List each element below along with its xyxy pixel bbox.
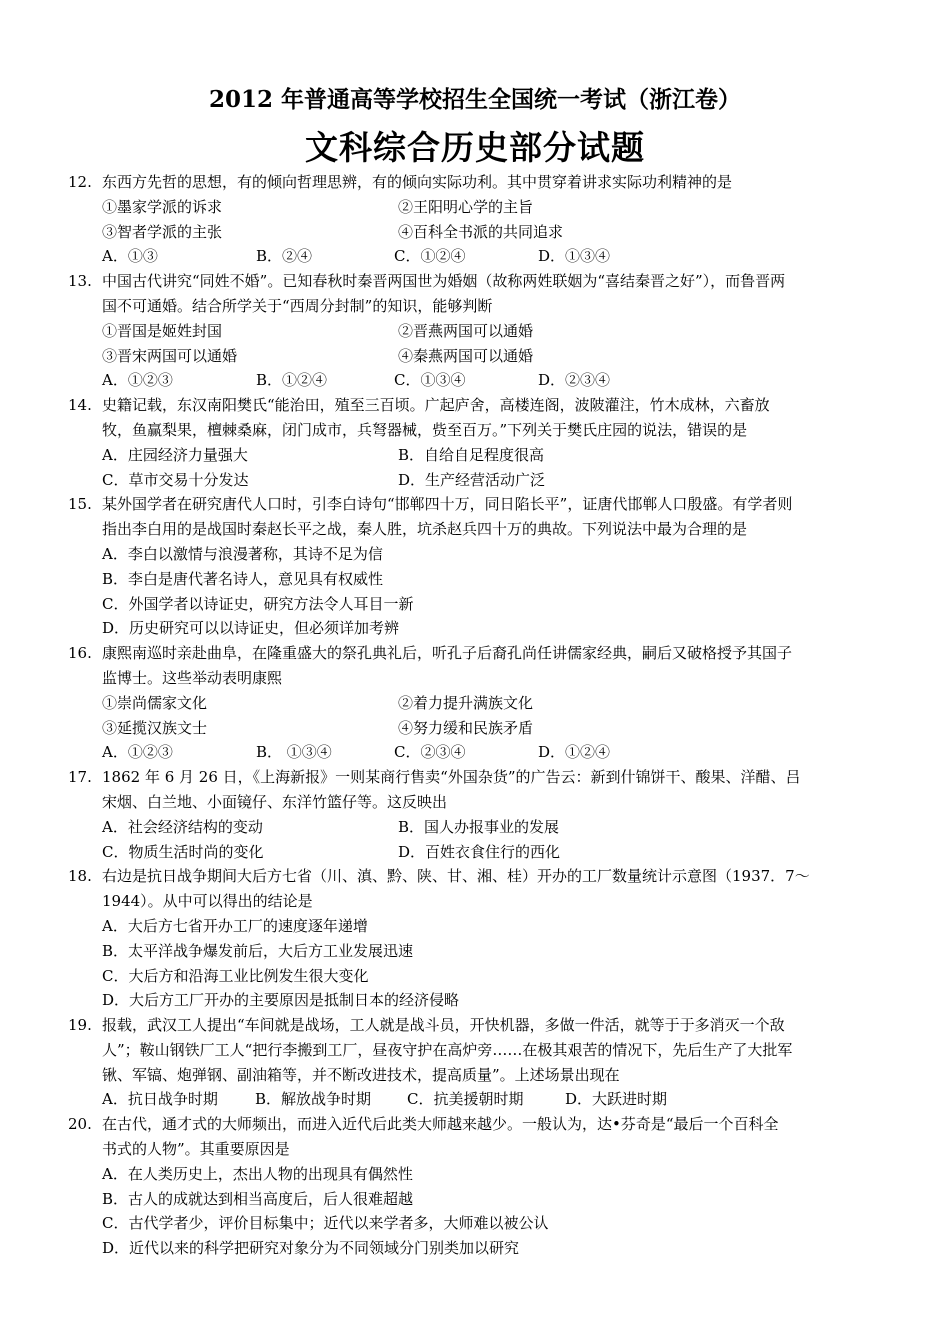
question-stem: 1862 年 6 月 26 日，《上海新报》一则某商行售卖“外国杂货”的广告云：新到什锦饼干、酸果、洋醋、吕	[102, 768, 801, 787]
answer-option: A．①③	[102, 247, 158, 266]
answer-option: B．自给自足程度很高	[398, 445, 545, 464]
statement-item: ③延揽汉族文士	[102, 718, 208, 737]
answer-option: D．历史研究可以以诗证史，但必须详加考辨	[102, 619, 400, 638]
question-15	[68, 492, 898, 641]
question-stem: 东西方先哲的思想，有的倾向哲理思辨，有的倾向实际功利。其中贯穿着讲求实际功利精神的是	[102, 173, 733, 191]
question-stem: 某外国学者在研究唐代人口时，引李白诗句“邯郸四十万，同日陷长平”，证唐代邯郸人口殷盛。有学者则	[102, 495, 793, 514]
question-20	[68, 1112, 898, 1261]
question-stem: 康熙南巡时亲赴曲阜，在隆重盛大的祭孔典礼后，听孔子后裔孔尚任讲儒家经典，嗣后又破格授予其国子	[102, 644, 793, 663]
question-stem: 在古代，通才式的大师频出，而进入近代后此类大师越来越少。一般认为，达•芬奇是“最后一个百科全	[102, 1115, 779, 1134]
statement-item: ④努力缓和民族矛盾	[398, 718, 534, 737]
question-number: 13.	[68, 272, 92, 291]
question-19	[68, 1013, 898, 1112]
question-number: 20.	[68, 1115, 92, 1134]
answer-option: C．①③④	[394, 371, 466, 390]
answer-option: D．近代以来的科学把研究对象分为不同领域分门别类加以研究	[102, 1239, 520, 1258]
answer-option: A．抗日战争时期	[102, 1090, 218, 1109]
answer-option: B． ①③④	[256, 743, 332, 762]
answer-option: B．解放战争时期	[255, 1090, 372, 1109]
question-number: 18.	[68, 867, 92, 886]
exam-subtitle: 文科综合历史部分试题	[305, 128, 645, 167]
question-17	[68, 765, 898, 864]
answer-option: C．外国学者以诗证史，研究方法令人耳目一新	[102, 594, 414, 613]
answer-option: D．①②④	[538, 743, 611, 762]
exam-title: 2012 年普通高等学校招生全国统一考试（浙江卷）	[208, 86, 742, 113]
question-18	[68, 864, 898, 1013]
answer-option: A．在人类历史上，杰出人物的出现具有偶然性	[102, 1164, 413, 1183]
answer-option: B．国人办报事业的发展	[398, 817, 560, 836]
statement-item: ④百科全书派的共同追求	[398, 222, 564, 241]
answer-option: D．②③④	[538, 371, 611, 390]
question-stem: 国不可通婚。结合所学关于“西周分封制”的知识，能够判断	[102, 296, 493, 315]
answer-option: C．抗美援朝时期	[407, 1090, 524, 1109]
question-13	[68, 269, 898, 393]
question-number: 12.	[68, 173, 92, 191]
question-number: 14.	[68, 396, 92, 415]
answer-option: D．百姓衣食住行的西化	[398, 842, 561, 861]
answer-option: D．大后方工厂开办的主要原因是抵制日本的经济侵略	[102, 991, 460, 1010]
question-stem: 监博士。这些举动表明康熙	[102, 668, 283, 687]
answer-option: C．古代学者少，评价目标集中；近代以来学者多，大师难以被公认	[102, 1214, 549, 1233]
statement-item: ②王阳明心学的主旨	[398, 197, 534, 216]
answer-option: C．①②④	[394, 247, 466, 266]
statement-item: ②着力提升满族文化	[398, 693, 534, 712]
answer-option: A．①②③	[102, 371, 173, 390]
answer-option: A．庄园经济力量强大	[102, 445, 248, 464]
question-stem: 锹、军镐、炮弹钢、副油箱等，并不断改进技术，提高质量”。上述场景出现在	[102, 1065, 620, 1084]
question-stem: 人”；鞍山钢铁厂工人“把行李搬到工厂，昼夜守护在高炉旁……在极其艰苦的情况下，先后生产了大批军	[102, 1040, 793, 1059]
answer-option: C．物质生活时尚的变化	[102, 842, 264, 861]
statement-item: ①崇尚儒家文化	[102, 693, 208, 712]
statement-item: ①墨家学派的诉求	[102, 197, 223, 216]
answer-option: B．太平洋战争爆发前后，大后方工业发展迅速	[102, 941, 414, 960]
question-stem: 1944）。从中可以得出的结论是	[102, 892, 313, 911]
question-stem: 牧，鱼赢梨果，檀棘桑麻，闭门成市，兵弩器械，赀至百万。”下列关于樊氏庄园的说法，错误的是	[102, 420, 748, 439]
question-list	[68, 170, 898, 1261]
question-number: 19.	[68, 1016, 92, 1035]
answer-option: A．①②③	[102, 743, 173, 762]
answer-option: C．②③④	[394, 743, 466, 762]
answer-option: C．草市交易十分发达	[102, 470, 249, 489]
answer-option: D．大跃进时期	[565, 1090, 668, 1109]
answer-option: A．社会经济结构的变动	[102, 817, 263, 836]
answer-option: B．古人的成就达到相当高度后，后人很难超越	[102, 1189, 414, 1208]
statement-item: ②晋燕两国可以通婚	[398, 321, 534, 340]
question-number: 16.	[68, 644, 92, 663]
question-stem: 右边是抗日战争期间大后方七省（川、滇、黔、陕、甘、湘、桂）开办的工厂数量统计示意图（1937．7～	[102, 867, 810, 886]
question-stem: 报载，武汉工人提出“车间就是战场，工人就是战斗员，开快机器，多做一件活，就等于于多消灭一个敌	[102, 1016, 785, 1035]
question-16	[68, 641, 898, 765]
answer-option: B．①②④	[256, 371, 328, 390]
question-12	[68, 170, 898, 269]
answer-option: D．生产经营活动广泛	[398, 470, 546, 489]
question-stem: 宋烟、白兰地、小面镜仔、东洋竹篮仔等。这反映出	[102, 792, 448, 811]
answer-option: A．大后方七省开办工厂的速度逐年递增	[102, 916, 368, 935]
answer-option: B．②④	[256, 247, 313, 266]
statement-item: ④秦燕两国可以通婚	[398, 346, 534, 365]
answer-option: D．①③④	[538, 247, 611, 266]
statement-item: ③智者学派的主张	[102, 222, 223, 241]
question-stem: 史籍记载，东汉南阳樊氏“能治田，殖至三百顷。广起庐舍，高楼连阁，波陂灌注，竹木成林，六畜放	[102, 396, 770, 415]
question-14	[68, 393, 898, 492]
question-number: 17.	[68, 768, 92, 787]
statement-item: ①晋国是姬姓封国	[102, 321, 223, 340]
answer-option: C．大后方和沿海工业比例发生很大变化	[102, 966, 369, 985]
question-stem: 中国古代讲究“同姓不婚”。已知春秋时秦晋两国世为婚姻（故称两姓联姻为“喜结秦晋之好”），而鲁晋两	[102, 272, 786, 291]
answer-option: B．李白是唐代著名诗人，意见具有权威性	[102, 569, 384, 588]
answer-option: A．李白以激情与浪漫著称，其诗不足为信	[102, 544, 383, 563]
statement-item: ③晋宋两国可以通婚	[102, 346, 238, 365]
question-stem: 指出李白用的是战国时秦赵长平之战，秦人胜，坑杀赵兵四十万的典故。下列说法中最为合理的是	[102, 520, 748, 539]
question-stem: 书式的人物”。其重要原因是	[102, 1140, 290, 1159]
question-number: 15.	[68, 495, 92, 514]
